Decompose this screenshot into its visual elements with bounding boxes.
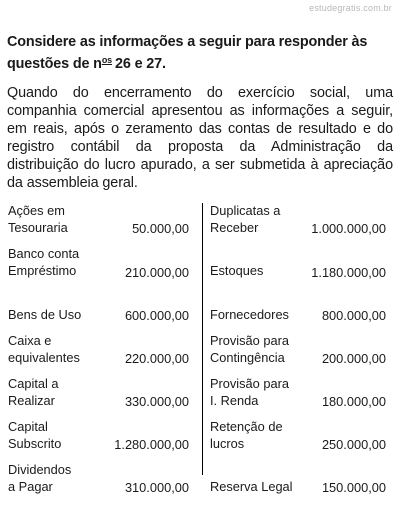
left-account-value: 1.280.000,00 xyxy=(114,436,189,452)
right-account-value: 150.000,00 xyxy=(321,479,386,495)
right-account-value: 1.000.000,00 xyxy=(311,220,386,236)
left-account-label: Ações em Tesouraria xyxy=(8,203,68,235)
table-row xyxy=(3,290,394,333)
right-account-label: Reserva Legal xyxy=(210,478,293,494)
question-superscript: os xyxy=(101,55,113,65)
left-account-value: 310.000,00 xyxy=(124,479,189,495)
left-account-label: Dividendos a Pagar xyxy=(8,462,72,494)
table-row xyxy=(3,246,394,290)
left-account-label: Caixa e equivalentes xyxy=(8,333,80,365)
right-account-label: Duplicatas a Receber xyxy=(210,203,281,235)
left-account-value: 210.000,00 xyxy=(124,264,189,280)
table-row xyxy=(3,462,394,505)
context-paragraph: Quando do encerramento do exercício social, uma companhia comercial apresentou as informações a seguir, em reais, após o zeramento das contas de resultado e do registro contábil da proposta da Administração da distribuição do lucro apurado, a ser submetida à apreciação da assembleia geral. xyxy=(7,85,393,191)
right-account-label: Retenção de lucros xyxy=(210,419,283,451)
right-account-label: Provisão para I. Renda xyxy=(210,376,289,408)
left-account-value: 600.000,00 xyxy=(124,307,189,323)
left-account-label: Banco conta Empréstimo xyxy=(8,246,80,278)
question-line-2 xyxy=(7,51,393,73)
question-line-1: Considere as informações a seguir para responder às xyxy=(7,34,368,50)
table-row xyxy=(3,419,394,462)
right-account-value: 180.000,00 xyxy=(321,393,386,409)
left-account-label: Bens de Uso xyxy=(8,306,82,322)
table-row xyxy=(3,333,394,376)
question-prefix: questões de n xyxy=(7,56,102,72)
right-account-value: 200.000,00 xyxy=(321,350,386,366)
right-account-value: 800.000,00 xyxy=(321,307,386,323)
left-account-label: Capital Subscrito xyxy=(8,419,62,451)
column-divider xyxy=(202,203,203,475)
left-account-value: 220.000,00 xyxy=(124,350,189,366)
accounts-table xyxy=(3,203,394,505)
table-row xyxy=(3,203,394,246)
question-suffix: 26 e 27. xyxy=(115,56,166,72)
right-account-value: 1.180.000,00 xyxy=(311,264,386,280)
table-row xyxy=(3,376,394,419)
left-account-value: 330.000,00 xyxy=(124,393,189,409)
question-heading xyxy=(7,33,393,73)
left-account-value: 50.000,00 xyxy=(132,220,189,236)
right-account-value: 250.000,00 xyxy=(321,436,386,452)
left-account-label: Capital a Realizar xyxy=(8,376,59,408)
right-account-label: Fornecedores xyxy=(210,306,289,322)
right-account-label: Estoques xyxy=(210,262,264,278)
right-account-label: Provisão para Contingência xyxy=(210,333,289,365)
site-watermark: estudegratis.com.br xyxy=(309,3,392,13)
